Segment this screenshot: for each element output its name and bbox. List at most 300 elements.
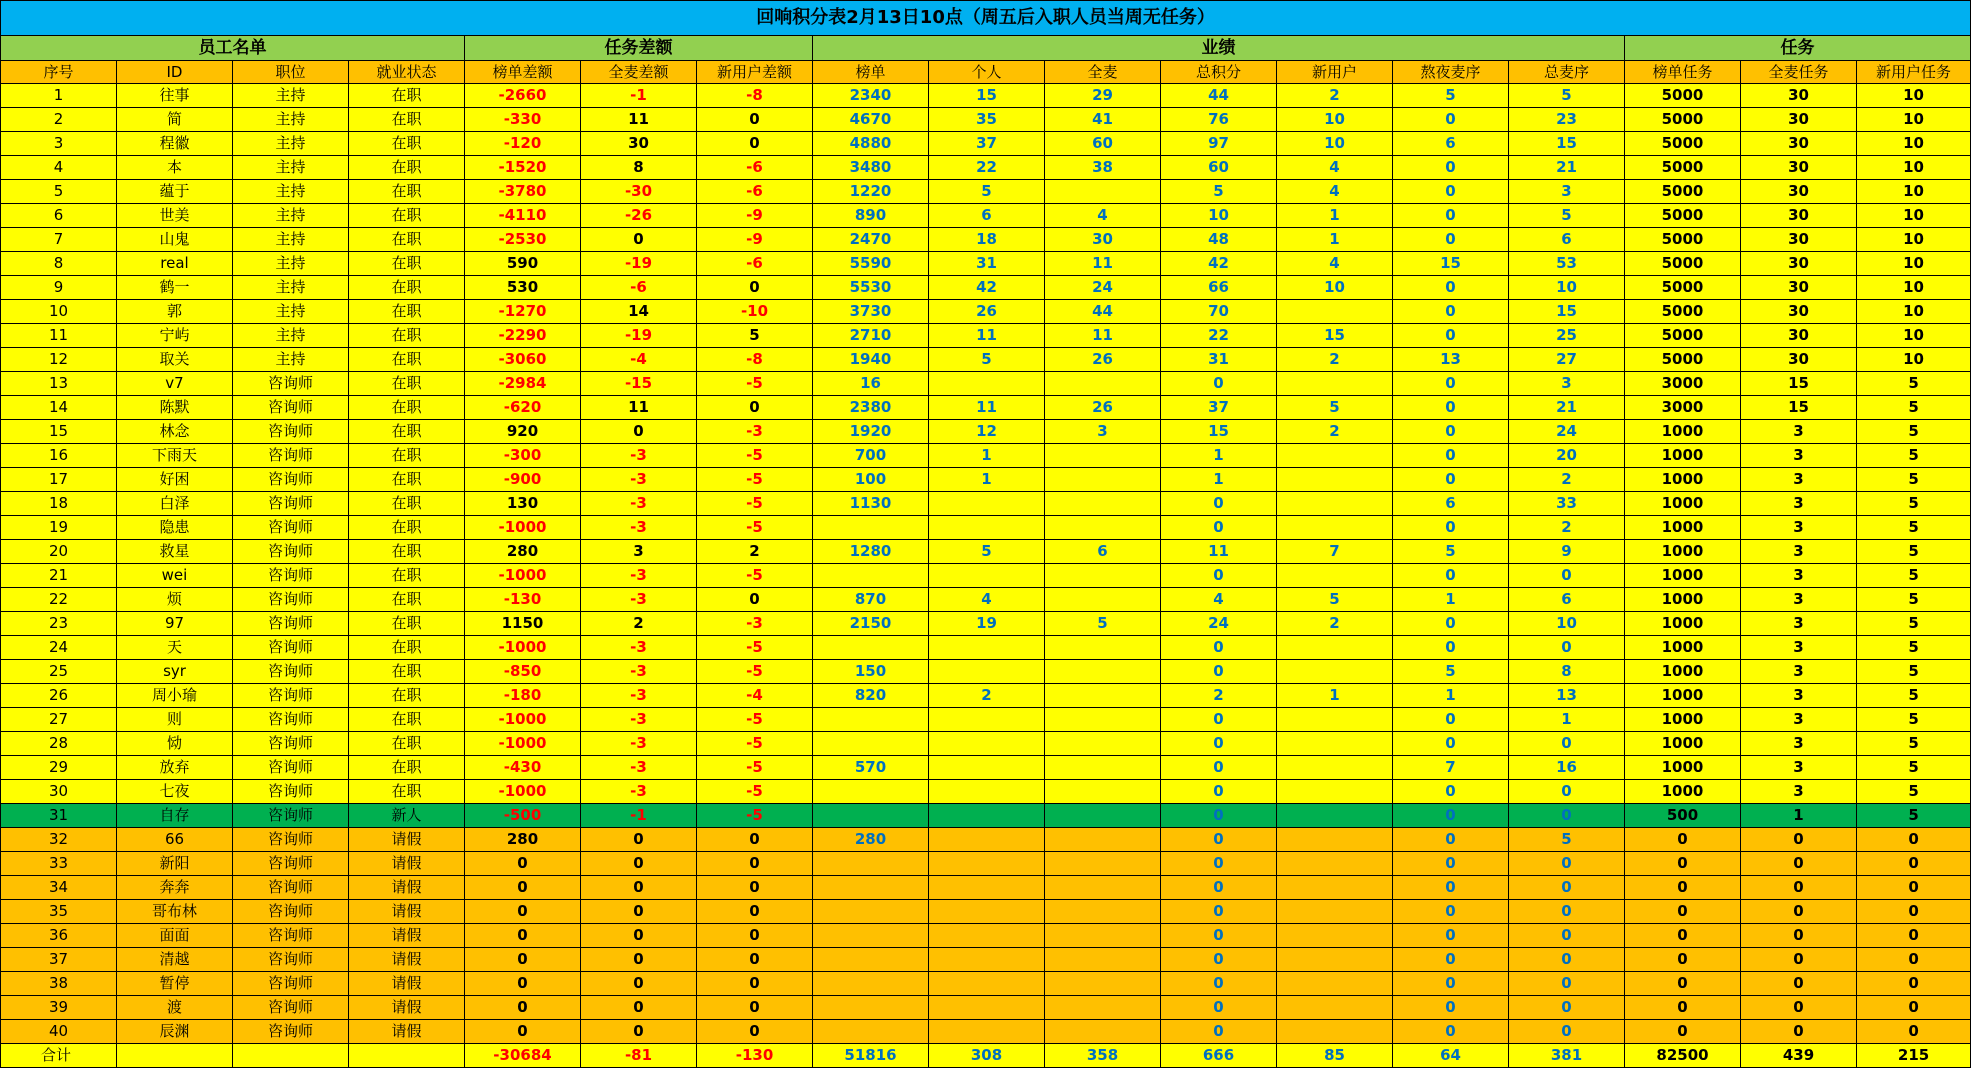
cell-col-personal [929, 636, 1045, 660]
cell-col-newuser-task: 5 [1857, 516, 1971, 540]
cell-col-total-points: 24 [1161, 612, 1277, 636]
cell-col-list: 1220 [813, 180, 929, 204]
cell-col-position: 咨询师 [233, 588, 349, 612]
cell-col-mic [1045, 924, 1161, 948]
cell-col-seq: 27 [1, 708, 117, 732]
cell-col-status: 在职 [349, 636, 465, 660]
cell-col-mic-task: 30 [1741, 84, 1857, 108]
cell-col-newuser-gap: 0 [697, 972, 813, 996]
cell-col-list: 1940 [813, 348, 929, 372]
cell-col-id: 奔奔 [117, 876, 233, 900]
cell-col-total-points: 97 [1161, 132, 1277, 156]
cell-col-list: 280 [813, 828, 929, 852]
cell-col-list-task: 0 [1625, 924, 1741, 948]
cell-col-total-mic: 6 [1509, 228, 1625, 252]
cell-col-seq: 29 [1, 756, 117, 780]
cell-col-night-mic: 0 [1393, 324, 1509, 348]
cell-col-newuser-gap: 5 [697, 324, 813, 348]
cell-col-newuser-gap: -5 [697, 372, 813, 396]
cell-col-newuser-gap: 0 [697, 924, 813, 948]
cell-col-mic-gap: 0 [581, 972, 697, 996]
cell-col-status: 在职 [349, 396, 465, 420]
cell-col-list-task: 0 [1625, 828, 1741, 852]
cell-col-list-gap: -1000 [465, 636, 581, 660]
cell-col-mic-task: 30 [1741, 228, 1857, 252]
cell-col-total-mic: 0 [1509, 924, 1625, 948]
cell-col-position: 主持 [233, 132, 349, 156]
cell-col-list-gap: -850 [465, 660, 581, 684]
cell-col-newuser: 10 [1277, 276, 1393, 300]
cell-col-total-points: 0 [1161, 996, 1277, 1020]
cell-col-total-mic: 0 [1509, 948, 1625, 972]
table-row [1, 132, 1971, 156]
cell-col-night-mic: 0 [1393, 900, 1509, 924]
cell-col-personal: 1 [929, 444, 1045, 468]
cell-col-newuser-gap: 0 [697, 900, 813, 924]
cell-col-mic: 41 [1045, 108, 1161, 132]
cell-col-newuser: 4 [1277, 156, 1393, 180]
cell-col-personal [929, 492, 1045, 516]
table-row [1, 972, 1971, 996]
cell-col-total-mic: 2 [1509, 468, 1625, 492]
cell-col-list: 2710 [813, 324, 929, 348]
cell-col-newuser-task: 0 [1857, 948, 1971, 972]
cell-col-list-gap: 280 [465, 828, 581, 852]
cell-col-mic-gap: 0 [581, 420, 697, 444]
cell-col-mic [1045, 684, 1161, 708]
cell-col-mic-gap: 2 [581, 612, 697, 636]
cell-col-id: 烦 [117, 588, 233, 612]
cell-col-id: 哥布林 [117, 900, 233, 924]
cell-col-status: 请假 [349, 948, 465, 972]
cell-col-list-task: 5000 [1625, 180, 1741, 204]
cell-col-total-points: 31 [1161, 348, 1277, 372]
cell-col-list-task: 3000 [1625, 396, 1741, 420]
cell-col-total-mic: 5 [1509, 84, 1625, 108]
cell-col-night-mic: 0 [1393, 612, 1509, 636]
cell-col-mic-gap: 0 [581, 852, 697, 876]
cell-col-list-gap: -300 [465, 444, 581, 468]
cell-col-id: 面面 [117, 924, 233, 948]
cell-col-newuser-gap: -8 [697, 84, 813, 108]
cell-col-night-mic: 0 [1393, 708, 1509, 732]
cell-col-list: 2470 [813, 228, 929, 252]
cell-col-seq: 28 [1, 732, 117, 756]
table-row [1, 876, 1971, 900]
cell-col-mic [1045, 852, 1161, 876]
cell-col-night-mic: 5 [1393, 84, 1509, 108]
cell-col-newuser-task: 0 [1857, 1020, 1971, 1044]
header-col-list-task: 榜单任务 [1625, 61, 1741, 84]
cell-col-personal [929, 708, 1045, 732]
cell-col-newuser [1277, 948, 1393, 972]
cell-col-mic-task: 0 [1741, 828, 1857, 852]
cell-col-total-points: 0 [1161, 972, 1277, 996]
cell-col-mic-task: 3 [1741, 516, 1857, 540]
cell-col-position: 咨询师 [233, 924, 349, 948]
table-row [1, 708, 1971, 732]
cell-col-status: 在职 [349, 276, 465, 300]
total-col-newuser-gap: -130 [697, 1044, 813, 1068]
cell-col-mic-task: 0 [1741, 972, 1857, 996]
cell-col-total-points: 0 [1161, 948, 1277, 972]
cell-col-seq: 10 [1, 300, 117, 324]
cell-col-newuser-task: 10 [1857, 132, 1971, 156]
cell-col-newuser-gap: 0 [697, 276, 813, 300]
cell-col-list-task: 0 [1625, 948, 1741, 972]
cell-col-list-task: 5000 [1625, 132, 1741, 156]
cell-col-newuser [1277, 828, 1393, 852]
cell-col-mic [1045, 468, 1161, 492]
cell-col-total-points: 0 [1161, 732, 1277, 756]
cell-col-newuser-gap: -5 [697, 804, 813, 828]
header-col-seq: 序号 [1, 61, 117, 84]
cell-col-position: 主持 [233, 324, 349, 348]
cell-col-mic-task: 30 [1741, 180, 1857, 204]
cell-col-night-mic: 0 [1393, 156, 1509, 180]
cell-col-total-points: 0 [1161, 924, 1277, 948]
cell-col-night-mic: 0 [1393, 228, 1509, 252]
cell-col-total-points: 1 [1161, 468, 1277, 492]
header-col-night-mic: 熬夜麦序 [1393, 61, 1509, 84]
cell-col-mic [1045, 180, 1161, 204]
cell-col-status: 请假 [349, 1020, 465, 1044]
cell-col-status: 在职 [349, 756, 465, 780]
cell-col-seq: 8 [1, 252, 117, 276]
table-row [1, 348, 1971, 372]
cell-col-status: 在职 [349, 588, 465, 612]
table-row [1, 84, 1971, 108]
cell-col-list-task: 1000 [1625, 756, 1741, 780]
cell-col-personal: 4 [929, 588, 1045, 612]
cell-col-mic-gap: -15 [581, 372, 697, 396]
cell-col-position: 咨询师 [233, 372, 349, 396]
cell-col-newuser-gap: 0 [697, 1020, 813, 1044]
cell-col-mic: 3 [1045, 420, 1161, 444]
cell-col-seq: 24 [1, 636, 117, 660]
total-col-id [117, 1044, 233, 1068]
table-row [1, 564, 1971, 588]
cell-col-mic: 4 [1045, 204, 1161, 228]
cell-col-newuser [1277, 972, 1393, 996]
cell-col-personal: 5 [929, 348, 1045, 372]
cell-col-list-gap: -2660 [465, 84, 581, 108]
cell-col-status: 请假 [349, 900, 465, 924]
cell-col-personal [929, 780, 1045, 804]
cell-col-personal [929, 900, 1045, 924]
cell-col-seq: 5 [1, 180, 117, 204]
cell-col-newuser: 5 [1277, 588, 1393, 612]
cell-col-list [813, 852, 929, 876]
table-row [1, 156, 1971, 180]
cell-col-total-mic: 9 [1509, 540, 1625, 564]
cell-col-newuser-task: 0 [1857, 972, 1971, 996]
cell-col-list-task: 5000 [1625, 324, 1741, 348]
cell-col-id: syr [117, 660, 233, 684]
cell-col-mic [1045, 1020, 1161, 1044]
cell-col-list-gap: 0 [465, 900, 581, 924]
cell-col-list: 5530 [813, 276, 929, 300]
cell-col-list-task: 0 [1625, 876, 1741, 900]
cell-col-total-points: 60 [1161, 156, 1277, 180]
cell-col-status: 请假 [349, 876, 465, 900]
cell-col-id: 白泽 [117, 492, 233, 516]
cell-col-id: 下雨天 [117, 444, 233, 468]
cell-col-mic: 60 [1045, 132, 1161, 156]
cell-col-position: 咨询师 [233, 996, 349, 1020]
cell-col-newuser-gap: -8 [697, 348, 813, 372]
cell-col-id: 辰渊 [117, 1020, 233, 1044]
cell-col-night-mic: 0 [1393, 396, 1509, 420]
cell-col-newuser-gap: 2 [697, 540, 813, 564]
cell-col-list: 2150 [813, 612, 929, 636]
cell-col-night-mic: 15 [1393, 252, 1509, 276]
cell-col-mic-task: 3 [1741, 612, 1857, 636]
cell-col-total-points: 0 [1161, 516, 1277, 540]
cell-col-id: 七夜 [117, 780, 233, 804]
cell-col-newuser: 10 [1277, 132, 1393, 156]
cell-col-newuser-task: 10 [1857, 108, 1971, 132]
group-header-performance: 业绩 [813, 36, 1625, 61]
cell-col-seq: 3 [1, 132, 117, 156]
cell-col-seq: 32 [1, 828, 117, 852]
cell-col-position: 咨询师 [233, 468, 349, 492]
cell-col-id: 天 [117, 636, 233, 660]
table-row [1, 684, 1971, 708]
table-row [1, 300, 1971, 324]
cell-col-total-mic: 23 [1509, 108, 1625, 132]
cell-col-total-mic: 33 [1509, 492, 1625, 516]
cell-col-status: 在职 [349, 516, 465, 540]
cell-col-list: 700 [813, 444, 929, 468]
cell-col-status: 请假 [349, 852, 465, 876]
cell-col-list-gap: 920 [465, 420, 581, 444]
cell-col-seq: 35 [1, 900, 117, 924]
table-row [1, 852, 1971, 876]
cell-col-mic-gap: 0 [581, 828, 697, 852]
cell-col-list-gap: -130 [465, 588, 581, 612]
cell-col-position: 主持 [233, 300, 349, 324]
header-col-total-points: 总积分 [1161, 61, 1277, 84]
cell-col-newuser [1277, 660, 1393, 684]
cell-col-personal [929, 756, 1045, 780]
cell-col-newuser [1277, 852, 1393, 876]
cell-col-list: 1920 [813, 420, 929, 444]
cell-col-id: 取关 [117, 348, 233, 372]
cell-col-mic [1045, 804, 1161, 828]
cell-col-total-points: 11 [1161, 540, 1277, 564]
cell-col-mic [1045, 876, 1161, 900]
cell-col-mic-task: 0 [1741, 924, 1857, 948]
cell-col-mic-gap: -3 [581, 468, 697, 492]
cell-col-seq: 9 [1, 276, 117, 300]
cell-col-newuser-gap: -9 [697, 204, 813, 228]
cell-col-mic-gap: -3 [581, 588, 697, 612]
cell-col-newuser-gap: 0 [697, 132, 813, 156]
cell-col-seq: 26 [1, 684, 117, 708]
cell-col-personal: 5 [929, 540, 1045, 564]
cell-col-seq: 39 [1, 996, 117, 1020]
cell-col-list [813, 732, 929, 756]
cell-col-mic-gap: -3 [581, 444, 697, 468]
cell-col-list-task: 5000 [1625, 300, 1741, 324]
header-col-personal: 个人 [929, 61, 1045, 84]
cell-col-list-gap: -1000 [465, 564, 581, 588]
cell-col-total-mic: 0 [1509, 564, 1625, 588]
cell-col-list-gap: -4110 [465, 204, 581, 228]
cell-col-status: 请假 [349, 828, 465, 852]
cell-col-status: 在职 [349, 660, 465, 684]
cell-col-list-gap: -430 [465, 756, 581, 780]
cell-col-total-mic: 27 [1509, 348, 1625, 372]
cell-col-total-points: 5 [1161, 180, 1277, 204]
cell-col-newuser [1277, 1020, 1393, 1044]
cell-col-position: 咨询师 [233, 828, 349, 852]
cell-col-position: 咨询师 [233, 420, 349, 444]
cell-col-mic-gap: -4 [581, 348, 697, 372]
cell-col-seq: 33 [1, 852, 117, 876]
cell-col-personal [929, 828, 1045, 852]
cell-col-list-task: 5000 [1625, 276, 1741, 300]
cell-col-list: 3480 [813, 156, 929, 180]
cell-col-list-task: 5000 [1625, 108, 1741, 132]
cell-col-total-points: 0 [1161, 804, 1277, 828]
cell-col-mic [1045, 732, 1161, 756]
cell-col-night-mic: 0 [1393, 444, 1509, 468]
cell-col-total-points: 1 [1161, 444, 1277, 468]
cell-col-mic: 38 [1045, 156, 1161, 180]
cell-col-list-gap: 1150 [465, 612, 581, 636]
cell-col-total-mic: 0 [1509, 1020, 1625, 1044]
cell-col-newuser [1277, 756, 1393, 780]
cell-col-position: 主持 [233, 252, 349, 276]
cell-col-personal: 19 [929, 612, 1045, 636]
cell-col-newuser-gap: -5 [697, 492, 813, 516]
cell-col-total-mic: 20 [1509, 444, 1625, 468]
cell-col-list [813, 948, 929, 972]
cell-col-id: 本 [117, 156, 233, 180]
cell-col-status: 请假 [349, 996, 465, 1020]
cell-col-position: 主持 [233, 180, 349, 204]
cell-col-night-mic: 0 [1393, 972, 1509, 996]
cell-col-newuser-gap: 0 [697, 396, 813, 420]
cell-col-mic-task: 15 [1741, 372, 1857, 396]
cell-col-newuser-task: 0 [1857, 924, 1971, 948]
cell-col-night-mic: 6 [1393, 132, 1509, 156]
cell-col-newuser-gap: -3 [697, 612, 813, 636]
cell-col-status: 在职 [349, 732, 465, 756]
cell-col-seq: 21 [1, 564, 117, 588]
cell-col-seq: 13 [1, 372, 117, 396]
cell-col-total-points: 44 [1161, 84, 1277, 108]
cell-col-mic-task: 3 [1741, 564, 1857, 588]
cell-col-seq: 19 [1, 516, 117, 540]
cell-col-personal [929, 516, 1045, 540]
cell-col-status: 在职 [349, 84, 465, 108]
cell-col-list: 2380 [813, 396, 929, 420]
cell-col-list-task: 5000 [1625, 252, 1741, 276]
cell-col-newuser-task: 5 [1857, 804, 1971, 828]
group-header-staff: 员工名单 [1, 36, 465, 61]
cell-col-seq: 37 [1, 948, 117, 972]
cell-col-list-task: 1000 [1625, 444, 1741, 468]
total-col-seq: 合计 [1, 1044, 117, 1068]
cell-col-newuser-gap: 0 [697, 828, 813, 852]
table-row [1, 996, 1971, 1020]
cell-col-personal: 11 [929, 324, 1045, 348]
cell-col-personal [929, 732, 1045, 756]
cell-col-newuser-task: 10 [1857, 300, 1971, 324]
cell-col-newuser [1277, 516, 1393, 540]
cell-col-night-mic: 0 [1393, 108, 1509, 132]
cell-col-newuser: 2 [1277, 84, 1393, 108]
cell-col-id: 好困 [117, 468, 233, 492]
cell-col-personal: 15 [929, 84, 1045, 108]
cell-col-list [813, 780, 929, 804]
cell-col-newuser [1277, 804, 1393, 828]
cell-col-list-gap: 530 [465, 276, 581, 300]
cell-col-newuser-gap: 0 [697, 996, 813, 1020]
cell-col-night-mic: 0 [1393, 876, 1509, 900]
cell-col-mic [1045, 444, 1161, 468]
cell-col-mic-task: 30 [1741, 132, 1857, 156]
cell-col-mic [1045, 636, 1161, 660]
cell-col-mic: 29 [1045, 84, 1161, 108]
cell-col-total-points: 0 [1161, 492, 1277, 516]
cell-col-list-task: 5000 [1625, 228, 1741, 252]
cell-col-list [813, 876, 929, 900]
cell-col-list-gap: 0 [465, 1020, 581, 1044]
cell-col-position: 咨询师 [233, 396, 349, 420]
table-row [1, 276, 1971, 300]
cell-col-id: 蕴于 [117, 180, 233, 204]
cell-col-list [813, 1020, 929, 1044]
cell-col-total-points: 0 [1161, 876, 1277, 900]
cell-col-seq: 31 [1, 804, 117, 828]
cell-col-personal: 42 [929, 276, 1045, 300]
cell-col-list-gap: -620 [465, 396, 581, 420]
cell-col-newuser-gap: -9 [697, 228, 813, 252]
cell-col-position: 咨询师 [233, 1020, 349, 1044]
cell-col-total-points: 0 [1161, 756, 1277, 780]
cell-col-newuser: 2 [1277, 612, 1393, 636]
cell-col-newuser-task: 5 [1857, 708, 1971, 732]
cell-col-newuser-gap: 0 [697, 876, 813, 900]
cell-col-total-mic: 10 [1509, 276, 1625, 300]
cell-col-newuser [1277, 372, 1393, 396]
cell-col-newuser: 5 [1277, 396, 1393, 420]
cell-col-seq: 18 [1, 492, 117, 516]
cell-col-total-mic: 15 [1509, 300, 1625, 324]
table-row [1, 420, 1971, 444]
cell-col-status: 在职 [349, 180, 465, 204]
cell-col-newuser-task: 0 [1857, 852, 1971, 876]
cell-col-list: 570 [813, 756, 929, 780]
cell-col-mic-gap: 11 [581, 396, 697, 420]
cell-col-newuser-task: 5 [1857, 540, 1971, 564]
cell-col-newuser-gap: -5 [697, 756, 813, 780]
cell-col-total-mic: 8 [1509, 660, 1625, 684]
cell-col-mic-gap: 30 [581, 132, 697, 156]
cell-col-newuser-task: 5 [1857, 780, 1971, 804]
cell-col-total-mic: 0 [1509, 780, 1625, 804]
cell-col-position: 咨询师 [233, 900, 349, 924]
cell-col-position: 主持 [233, 156, 349, 180]
cell-col-position: 咨询师 [233, 660, 349, 684]
cell-col-total-mic: 0 [1509, 900, 1625, 924]
table-row [1, 252, 1971, 276]
cell-col-newuser: 10 [1277, 108, 1393, 132]
